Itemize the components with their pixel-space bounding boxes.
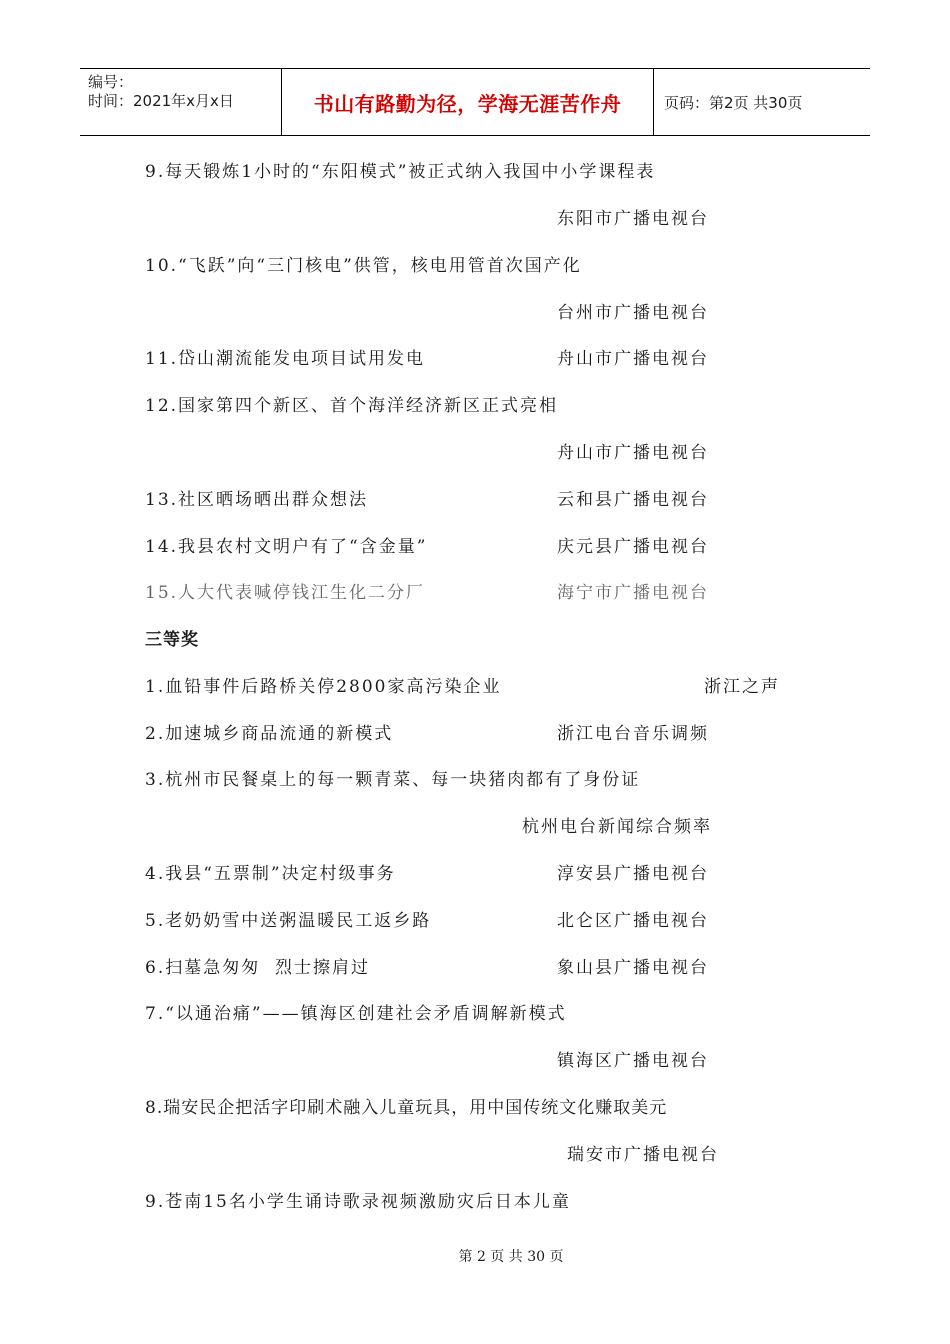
entry-org: 象山县广播电视台 [557, 958, 709, 978]
footer-page-number: 第 2 页 共 30 页 [458, 1249, 564, 1265]
entry-title: 14.我县农村文明户有了“含金量” [145, 537, 428, 557]
header-meta [80, 69, 282, 135]
entry-title: 3.杭州市民餐桌上的每一颗青菜、每一块猪肉都有了身份证 [145, 770, 641, 790]
entry-org: 庆元县广播电视台 [557, 537, 709, 557]
entry-org: 舟山市广播电视台 [557, 443, 709, 463]
entry-title: 1.血铅事件后路桥关停2800家高污染企业 [145, 677, 502, 697]
entry-org: 云和县广播电视台 [557, 490, 709, 510]
entry-title: 4.我县“五票制”决定村级事务 [145, 864, 396, 884]
entry-title: 13.社区晒场晒出群众想法 [145, 490, 369, 510]
entry-org: 浙江之声 [704, 677, 780, 697]
entry-org: 舟山市广播电视台 [557, 349, 709, 369]
entry-title: 10.“飞跃”向“三门核电”供管，核电用管首次国产化 [145, 256, 582, 276]
header-motto-cell [282, 69, 654, 135]
entry-org: 瑞安市广播电视台 [567, 1145, 719, 1165]
entry-title: 8.瑞安民企把活字印刷术融入儿童玩具，用中国传统文化赚取美元 [145, 1098, 668, 1118]
entry-title: 7.“以通治痛”——镇海区创建社会矛盾调解新模式 [145, 1004, 567, 1024]
entry-title: 11.岱山潮流能发电项目试用发电 [145, 349, 426, 369]
entry-org: 北仑区广播电视台 [557, 911, 709, 931]
page-header [80, 68, 870, 136]
entry-org: 镇海区广播电视台 [557, 1051, 709, 1071]
entry-org: 淳安县广播电视台 [557, 864, 709, 884]
entry-title: 6.扫墓急匆匆 烈士擦肩过 [145, 958, 371, 978]
entry-org: 杭州电台新闻综合频率 [522, 817, 712, 837]
entry-org: 台州市广播电视台 [557, 303, 709, 323]
entry-org: 浙江电台音乐调频 [557, 724, 709, 744]
motto-text: 书山有路勤为径，学海无涯苦作舟 [313, 91, 622, 116]
entry-org: 海宁市广播电视台 [557, 583, 709, 603]
page-footer [0, 1246, 950, 1266]
section-heading: 三等奖 [145, 630, 199, 650]
entry-title: 9.每天锻炼1小时的“东阳模式”被正式纳入我国中小学课程表 [145, 162, 656, 182]
page-info: 页码：第2页 共30页 [664, 93, 803, 112]
number-label: 编号： [88, 73, 134, 91]
entry-title: 12.国家第四个新区、首个海洋经济新区正式亮相 [145, 396, 559, 416]
entry-title: 5.老奶奶雪中送粥温暖民工返乡路 [145, 911, 432, 931]
entry-org: 东阳市广播电视台 [557, 209, 709, 229]
date-label: 时间：2021年x月x日 [88, 92, 234, 110]
entry-title: 2.加速城乡商品流通的新模式 [145, 724, 394, 744]
entry-title: 15.人大代表喊停钱江生化二分厂 [145, 583, 426, 603]
entry-title: 9.苍南15名小学生诵诗歌录视频激励灾后日本儿童 [145, 1192, 571, 1212]
